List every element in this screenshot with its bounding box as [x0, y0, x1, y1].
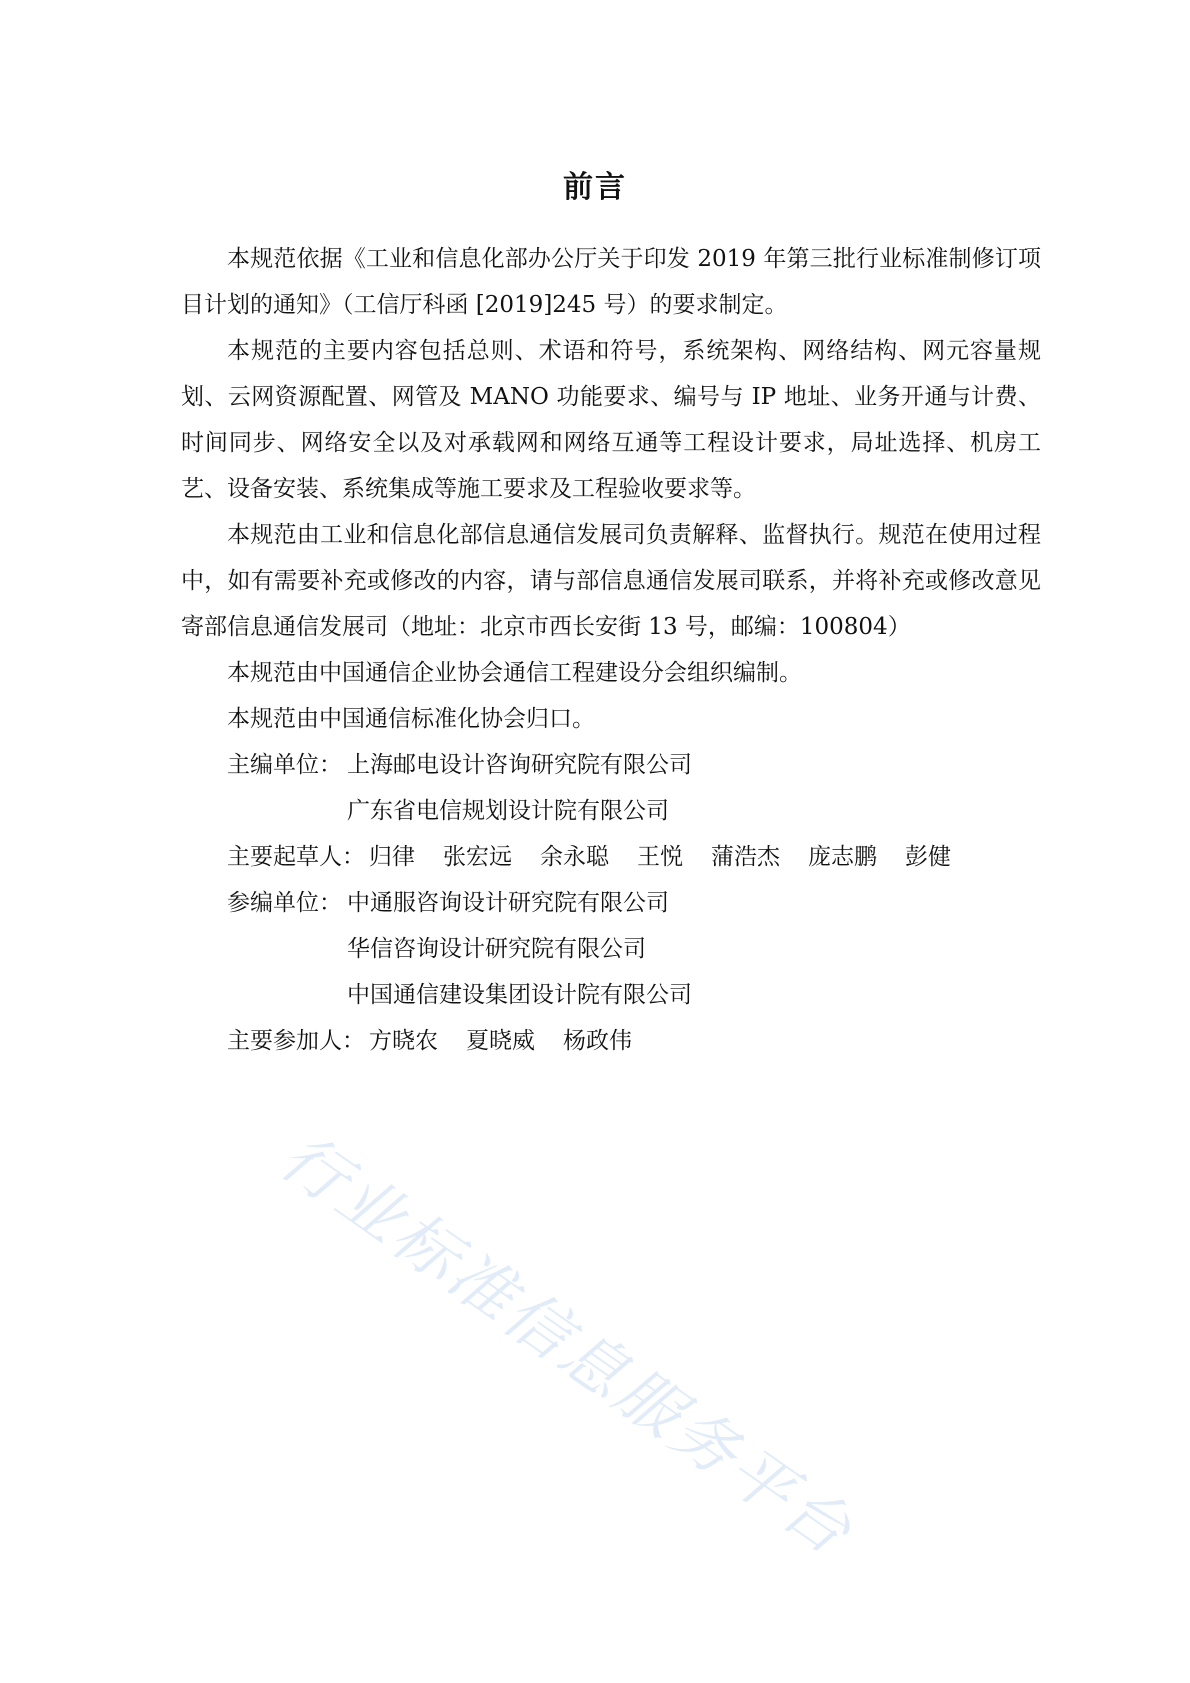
participating-row [181, 880, 1041, 926]
drafters-label: 主要起草人： [227, 844, 365, 870]
participating-unit: 中通服咨询设计研究院有限公司 [347, 890, 669, 916]
drafter-name: 彭健 [905, 844, 951, 870]
participants-row [181, 1018, 1041, 1064]
participant-name: 夏晓威 [466, 1028, 535, 1054]
chief-editor-unit: 上海邮电设计咨询研究院有限公司 [347, 752, 692, 778]
chief-editor-row [181, 742, 1041, 788]
paragraph-organizer: 本规范由中国通信企业协会通信工程建设分会组织编制。 [227, 660, 802, 686]
drafter-name: 王悦 [637, 844, 683, 870]
participant-name: 方晓农 [369, 1028, 438, 1054]
watermark-text: 行业标准信息服务平台 [266, 1120, 867, 1571]
participating-label: 参编单位： [227, 890, 342, 916]
participating-unit: 中国通信建设集团设计院有限公司 [347, 982, 692, 1008]
participating-row [181, 972, 1041, 1018]
drafter-name: 庞志鹏 [808, 844, 877, 870]
participating-row [181, 926, 1041, 972]
drafters-list [369, 834, 951, 880]
document-body [181, 236, 1041, 1064]
paragraph-administrator: 本规范由中国通信标准化协会归口。 [227, 706, 595, 732]
drafter-name: 余永聪 [540, 844, 609, 870]
participants-list [369, 1018, 632, 1064]
drafter-name: 张宏远 [443, 844, 512, 870]
drafters-row [181, 834, 1041, 880]
chief-editor-label: 主编单位： [227, 752, 342, 778]
paragraph-basis: 本规范依据《工业和信息化部办公厅关于印发 2019 年第三批行业标准制修订项目计划的通知》（工信厅科函 [2019]245 号）的要求制定。 [181, 246, 1041, 318]
paragraph-interpretation: 本规范由工业和信息化部信息通信发展司负责解释、监督执行。规范在使用过程中，如有需要补充或修改的内容，请与部信息通信发展司联系，并将补充或修改意见寄部信息通信发展司（地址：北京市西长安街 13 号，邮编：100804） [181, 522, 1041, 640]
participants-label: 主要参加人： [227, 1028, 365, 1054]
drafter-name: 蒲浩杰 [711, 844, 780, 870]
chief-editor-unit: 广东省电信规划设计院有限公司 [347, 798, 669, 824]
participating-unit: 华信咨询设计研究院有限公司 [347, 936, 646, 962]
participant-name: 杨政伟 [563, 1028, 632, 1054]
chief-editor-row [181, 788, 1041, 834]
drafter-name: 归律 [369, 844, 415, 870]
page-title: 前言 [563, 170, 627, 205]
paragraph-contents: 本规范的主要内容包括总则、术语和符号，系统架构、网络结构、网元容量规划、云网资源配置、网管及 MANO 功能要求、编号与 IP 地址、业务开通与计费、时间同步、网络安全以及对承载网和网络互通等工程设计要求，局址选择、机房工艺、设备安装、系统集成等施工要求及工程验收要求等。 [181, 338, 1041, 502]
